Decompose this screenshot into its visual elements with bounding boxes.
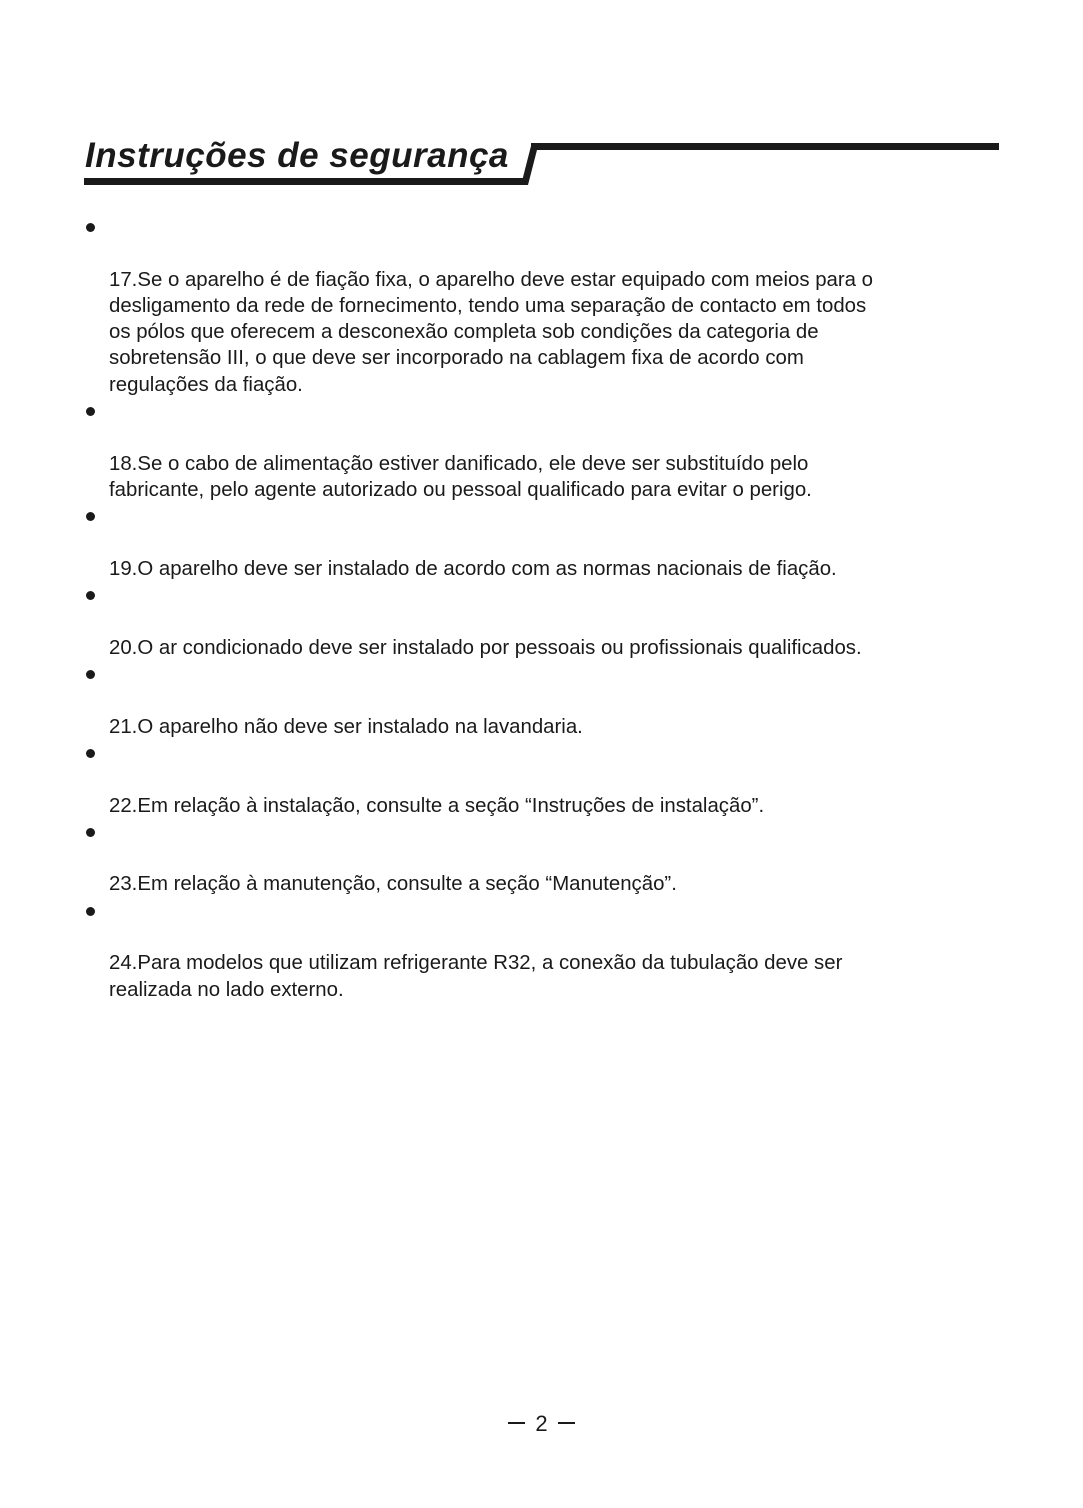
page-number: 2 [535, 1411, 548, 1436]
item-text: 22.Em relação à instalação, consulte a seção “Instruções de instalação”. [109, 794, 765, 817]
bullet-icon [86, 223, 95, 232]
bullet-icon [86, 591, 95, 600]
page-title: Instruções de segurança [85, 136, 509, 175]
item-text: 17.Se o aparelho é de fiação fixa, o aparelho deve estar equipado com meios para o desligamento da rede de fornecimento, tendo uma separação de contacto em todos os pólos que oferecem a desconexão completa sob condições da categoria de sobretensão III, o que deve ser incorporado na cablagem fixa de acordo com regulações da fiação. [109, 268, 874, 396]
list-item [84, 661, 984, 740]
dash-left [508, 1422, 525, 1424]
safety-instructions-list [84, 214, 984, 1003]
list-item [84, 819, 984, 898]
bullet-icon [86, 907, 95, 916]
list-item [84, 740, 984, 819]
top-rule [531, 143, 999, 150]
list-item [84, 898, 984, 1003]
list-item [84, 582, 984, 661]
item-text: 18.Se o cabo de alimentação estiver danificado, ele deve ser substituído pelo fabricante, pelo agente autorizado ou pessoal qualificado para evitar o perigo. [109, 452, 812, 501]
page-footer [0, 1409, 1083, 1439]
bullet-icon [86, 749, 95, 758]
item-text: 21.O aparelho não deve ser instalado na lavandaria. [109, 715, 583, 738]
bullet-icon [86, 828, 95, 837]
list-item [84, 503, 984, 582]
title-slant [521, 146, 538, 185]
dash-right [558, 1422, 575, 1424]
item-text: 19.O aparelho deve ser instalado de acordo com as normas nacionais de fiação. [109, 557, 837, 580]
bullet-icon [86, 512, 95, 521]
list-item [84, 214, 984, 398]
item-text: 20.O ar condicionado deve ser instalado por pessoais ou profissionais qualificados. [109, 636, 862, 659]
item-text: 23.Em relação à manutenção, consulte a seção “Manutenção”. [109, 873, 677, 896]
section-header [0, 0, 1083, 200]
bullet-icon [86, 407, 95, 416]
item-text: 24.Para modelos que utilizam refrigerante R32, a conexão da tubulação deve ser realizada no lado externo. [109, 952, 843, 1001]
list-item [84, 398, 984, 503]
bullet-icon [86, 670, 95, 679]
